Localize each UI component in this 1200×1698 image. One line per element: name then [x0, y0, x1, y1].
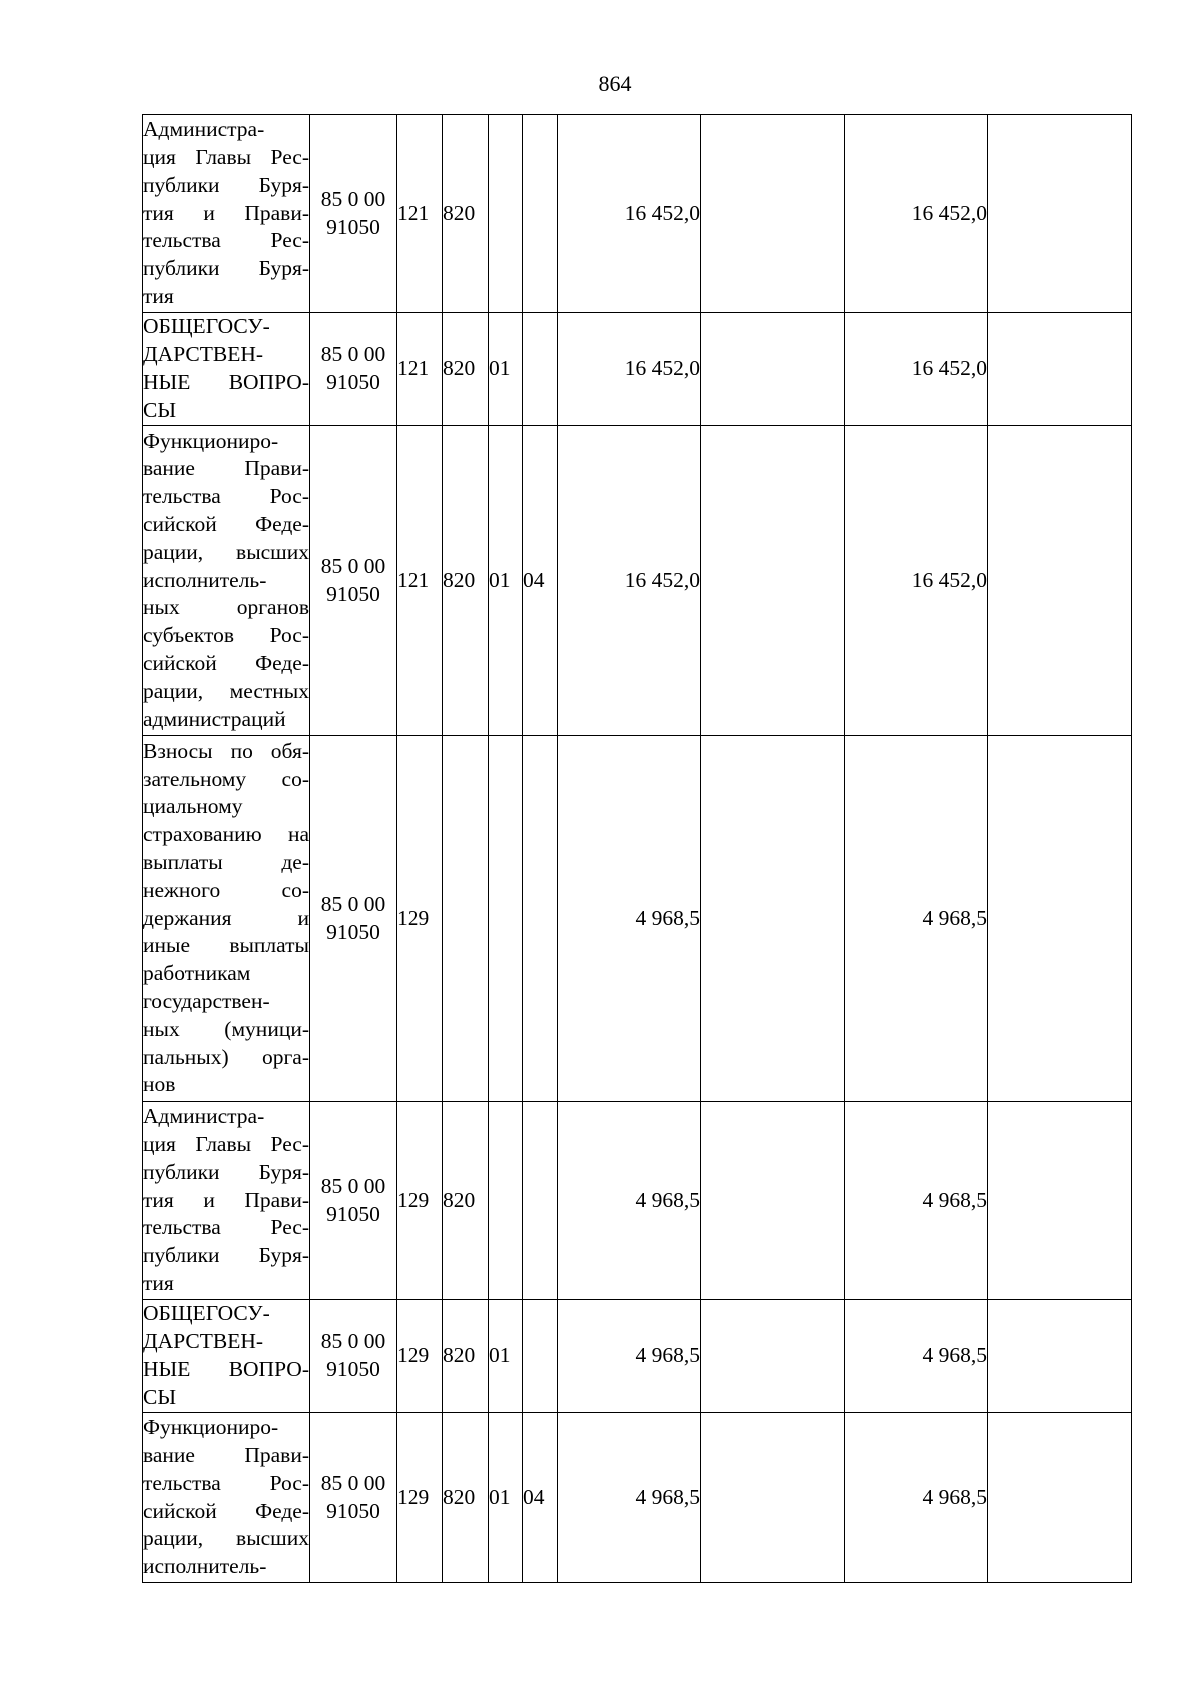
name-line: нов [143, 1072, 176, 1097]
row-grbs-cell: 820 [443, 1102, 489, 1300]
row-sum3-cell: 4 968,5 [845, 736, 988, 1102]
row-vr-cell: 121 [397, 115, 443, 313]
name-line: пальных) орга- [143, 1044, 309, 1069]
code-line: 85 0 00 [320, 1173, 386, 1198]
row-code-cell [310, 736, 397, 1102]
row-sum1-cell: 16 452,0 [558, 426, 701, 736]
name-line: держания и [143, 905, 309, 930]
row-sum1-cell: 4 968,5 [558, 736, 701, 1102]
name-line: тельства Рос- [143, 484, 309, 509]
row-vr-cell: 129 [397, 1300, 443, 1413]
name-line: тия и Прави- [143, 1187, 309, 1212]
row-sum3-cell: 4 968,5 [845, 1413, 988, 1583]
row-vr-cell: 121 [397, 426, 443, 736]
row-pr-cell: 04 [523, 426, 558, 736]
name-line: ных органов [143, 595, 309, 620]
name-line: тия и Прави- [143, 200, 309, 225]
code-line: 91050 [326, 1357, 380, 1381]
row-rz-cell: 01 [489, 426, 523, 736]
name-line: ДАРСТВЕН- [143, 1329, 264, 1354]
name-line: публики Буря- [143, 1243, 309, 1268]
code-line: 85 0 00 [320, 1329, 386, 1354]
row-sum1-cell: 16 452,0 [558, 313, 701, 426]
row-sum2-cell [701, 736, 845, 1102]
name-line: страхованию на [143, 822, 309, 847]
name-line: государствен- [143, 988, 270, 1013]
row-code-cell [310, 426, 397, 736]
row-sum3-cell: 16 452,0 [845, 115, 988, 313]
name-line: Функциониро- [143, 428, 279, 453]
row-vr-cell: 129 [397, 1102, 443, 1300]
table-row [143, 1102, 1132, 1300]
row-vr-cell: 121 [397, 313, 443, 426]
code-line: 91050 [326, 1201, 380, 1226]
name-line: зательному со- [143, 766, 309, 791]
row-sum2-cell [701, 115, 845, 313]
name-line: сийской Феде- [143, 650, 309, 675]
name-line: тельства Рес- [143, 1215, 309, 1240]
name-line: СЫ [143, 397, 177, 422]
code-line: 91050 [326, 214, 380, 239]
name-line: тия [143, 1270, 174, 1295]
row-code-cell [310, 1102, 397, 1300]
name-line: публики Буря- [143, 256, 309, 281]
table-row [143, 313, 1132, 426]
name-line: ОБЩЕГОСУ- [143, 314, 270, 339]
row-pr-cell [523, 115, 558, 313]
name-line: иные выплаты [143, 933, 309, 958]
name-line: исполнитель- [143, 567, 267, 592]
row-code-cell [310, 115, 397, 313]
row-rz-cell: 01 [489, 313, 523, 426]
table-row [143, 1300, 1132, 1413]
table-row [143, 426, 1132, 736]
row-sum2-cell [701, 426, 845, 736]
row-sum3-cell: 4 968,5 [845, 1102, 988, 1300]
row-sum4-cell [988, 1300, 1132, 1413]
row-grbs-cell: 820 [443, 1413, 489, 1583]
name-line: НЫЕ ВОПРО- [143, 370, 309, 394]
row-vr-cell: 129 [397, 1413, 443, 1583]
row-code-cell [310, 313, 397, 426]
name-line: ДАРСТВЕН- [143, 342, 264, 367]
row-pr-cell: 04 [523, 1413, 558, 1583]
row-name-cell [143, 1300, 310, 1413]
table-row [143, 115, 1132, 313]
row-sum1-cell: 16 452,0 [558, 115, 701, 313]
name-line: ция Главы Рес- [143, 1132, 309, 1156]
table-body [143, 115, 1132, 1583]
row-name-cell [143, 426, 310, 736]
name-line: Взносы по обя- [143, 738, 309, 763]
code-line: 91050 [326, 1498, 380, 1523]
row-pr-cell [523, 736, 558, 1102]
row-sum1-cell: 4 968,5 [558, 1413, 701, 1583]
code-line: 85 0 00 [320, 186, 386, 211]
row-sum1-cell: 4 968,5 [558, 1300, 701, 1413]
row-vr-cell: 129 [397, 736, 443, 1102]
name-line: публики Буря- [143, 1159, 309, 1184]
name-line: рации, высших [143, 539, 309, 564]
row-pr-cell [523, 313, 558, 426]
row-name-cell [143, 1102, 310, 1300]
row-sum4-cell [988, 1102, 1132, 1300]
row-sum2-cell [701, 1413, 845, 1583]
row-grbs-cell: 820 [443, 426, 489, 736]
row-sum3-cell: 16 452,0 [845, 313, 988, 426]
row-sum2-cell [701, 1300, 845, 1413]
row-grbs-cell: 820 [443, 313, 489, 426]
table-row [143, 1413, 1132, 1583]
name-line: выплаты де- [143, 850, 309, 874]
code-line: 91050 [326, 919, 380, 944]
name-line: работникам [143, 961, 251, 986]
row-name-cell [143, 736, 310, 1102]
name-line: рации, высших [143, 1526, 309, 1551]
row-rz-cell: 01 [489, 1413, 523, 1583]
name-line: рации, местных [143, 678, 309, 703]
row-rz-cell [489, 1102, 523, 1300]
code-line: 85 0 00 [320, 553, 386, 578]
row-sum4-cell [988, 736, 1132, 1102]
row-sum2-cell [701, 313, 845, 426]
name-line: ция Главы Рес- [143, 145, 309, 169]
row-pr-cell [523, 1102, 558, 1300]
name-line: администраций [143, 706, 286, 731]
name-line: тия [143, 283, 174, 308]
name-line: НЫЕ ВОПРО- [143, 1357, 309, 1381]
name-line: Администра- [143, 117, 265, 142]
name-line: ных (муници- [143, 1016, 309, 1041]
name-line: СЫ [143, 1384, 177, 1409]
row-sum3-cell: 16 452,0 [845, 426, 988, 736]
row-grbs-cell [443, 736, 489, 1102]
code-line: 91050 [326, 581, 380, 606]
row-name-cell [143, 313, 310, 426]
name-line: сийской Феде- [143, 1498, 309, 1523]
row-grbs-cell: 820 [443, 1300, 489, 1413]
code-line: 85 0 00 [320, 342, 386, 367]
row-name-cell [143, 1413, 310, 1583]
code-line: 85 0 00 [320, 1470, 386, 1495]
name-line: циальному [143, 794, 243, 819]
row-rz-cell [489, 115, 523, 313]
name-line: публики Буря- [143, 172, 309, 197]
row-grbs-cell: 820 [443, 115, 489, 313]
name-line: вание Прави- [143, 456, 309, 481]
code-line: 85 0 00 [320, 891, 386, 916]
name-line: Администра- [143, 1104, 265, 1129]
row-sum3-cell: 4 968,5 [845, 1300, 988, 1413]
row-code-cell [310, 1300, 397, 1413]
row-sum4-cell [988, 115, 1132, 313]
name-line: тельства Рес- [143, 228, 309, 253]
row-rz-cell: 01 [489, 1300, 523, 1413]
name-line: ОБЩЕГОСУ- [143, 1301, 270, 1326]
name-line: нежного со- [143, 877, 309, 902]
row-sum2-cell [701, 1102, 845, 1300]
page-number: 864 [598, 71, 632, 96]
row-code-cell [310, 1413, 397, 1583]
row-rz-cell [489, 736, 523, 1102]
code-line: 91050 [326, 370, 380, 394]
row-sum4-cell [988, 1413, 1132, 1583]
name-line: вание Прави- [143, 1442, 309, 1467]
row-sum1-cell: 4 968,5 [558, 1102, 701, 1300]
name-line: сийской Феде- [143, 512, 309, 536]
table-row [143, 736, 1132, 1102]
name-line: субъектов Рос- [143, 623, 309, 648]
row-name-cell [143, 115, 310, 313]
name-line: тельства Рос- [143, 1470, 309, 1495]
row-sum4-cell [988, 426, 1132, 736]
name-line: исполнитель- [143, 1554, 267, 1579]
row-sum4-cell [988, 313, 1132, 426]
row-pr-cell [523, 1300, 558, 1413]
budget-table [142, 114, 1132, 1583]
name-line: Функциониро- [143, 1415, 279, 1440]
